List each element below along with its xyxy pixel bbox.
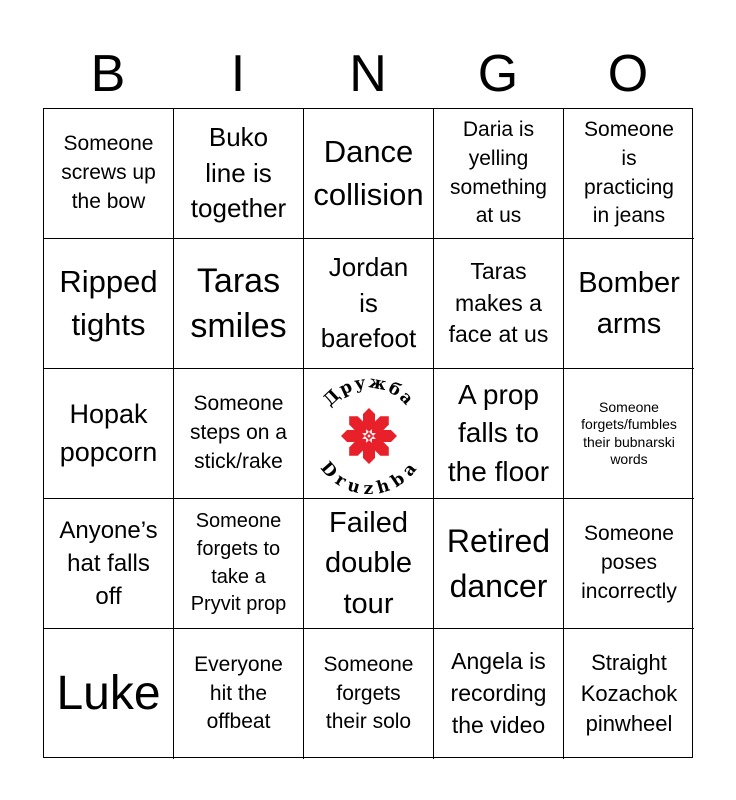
- header-letter-o: O: [607, 45, 649, 103]
- bingo-cell-5-1[interactable]: [44, 629, 174, 759]
- cell-text: Luke: [56, 666, 161, 720]
- cell-text: Taras makes a face at us: [448, 257, 549, 348]
- header-letter-g: G: [477, 45, 519, 103]
- cell-text: Daria is yelling something at us: [450, 117, 547, 228]
- bingo-cell-1-1[interactable]: [44, 109, 174, 239]
- cell-text: Failed double tour: [324, 507, 413, 620]
- cell-text: A prop falls to the floor: [447, 378, 550, 487]
- cell-text: Buko line is together: [190, 121, 287, 224]
- bingo-cell-2-5[interactable]: [564, 239, 694, 369]
- cell-text: Taras smiles: [190, 262, 287, 345]
- logo-bottom-text: Druzhba: [315, 457, 422, 498]
- cell-text: Someone forgets/fumbles their bubnarski words: [581, 398, 677, 467]
- bingo-cell-5-4[interactable]: [434, 629, 564, 759]
- bingo-free-space[interactable]: [304, 369, 434, 499]
- cell-text: Dance collision: [313, 133, 424, 212]
- cell-text: Anyone’s hat falls off: [59, 516, 158, 611]
- cell-text: Someone forgets their solo: [323, 652, 414, 734]
- bingo-cell-1-2[interactable]: [174, 109, 304, 239]
- bingo-cell-1-3[interactable]: [304, 109, 434, 239]
- cell-text: Ripped tights: [59, 263, 158, 342]
- cell-text: Someone poses incorrectly: [581, 522, 677, 603]
- cell-text: Someone steps on a stick/rake: [190, 392, 287, 473]
- bingo-cell-4-4[interactable]: [434, 499, 564, 629]
- druzhba-logo: [305, 370, 433, 498]
- cell-text: Angela is recording the video: [450, 648, 547, 738]
- logo-top-text: Дружба: [319, 371, 419, 411]
- bingo-cell-1-4[interactable]: [434, 109, 564, 239]
- bingo-cell-3-5[interactable]: [564, 369, 694, 499]
- bingo-cell-2-3[interactable]: [304, 239, 434, 369]
- embroidery-star-icon: [341, 408, 397, 464]
- cell-text: Someone screws up the bow: [61, 132, 156, 213]
- bingo-cell-4-5[interactable]: [564, 499, 694, 629]
- cell-text: Hopak popcorn: [59, 399, 158, 467]
- bingo-cell-3-2[interactable]: [174, 369, 304, 499]
- cell-text: Straight Kozachok pinwheel: [580, 650, 678, 737]
- cell-text: Someone forgets to take a Pryvit prop: [190, 510, 287, 616]
- bingo-cell-5-5[interactable]: [564, 629, 694, 759]
- bingo-board: [43, 108, 693, 758]
- bingo-cell-4-3[interactable]: [304, 499, 434, 629]
- header-letter-i: I: [230, 45, 246, 103]
- cell-text: Jordan is barefoot: [320, 251, 417, 354]
- cell-text: Everyone hit the offbeat: [194, 652, 283, 734]
- bingo-cell-2-2[interactable]: [174, 239, 304, 369]
- header-letter-b: B: [90, 45, 126, 103]
- bingo-cell-2-1[interactable]: [44, 239, 174, 369]
- bingo-cell-4-2[interactable]: [174, 499, 304, 629]
- bingo-cell-1-5[interactable]: [564, 109, 694, 239]
- bingo-cell-2-4[interactable]: [434, 239, 564, 369]
- cell-text: Bomber arms: [578, 267, 680, 340]
- cell-text: Someone is practicing in jeans: [584, 117, 674, 228]
- bingo-cell-5-2[interactable]: [174, 629, 304, 759]
- cell-text: Retired dancer: [446, 523, 551, 604]
- bingo-cell-5-3[interactable]: [304, 629, 434, 759]
- header-letter-n: N: [349, 45, 387, 103]
- bingo-cell-3-4[interactable]: [434, 369, 564, 499]
- bingo-cell-4-1[interactable]: [44, 499, 174, 629]
- bingo-cell-3-1[interactable]: [44, 369, 174, 499]
- bingo-header: [43, 40, 693, 108]
